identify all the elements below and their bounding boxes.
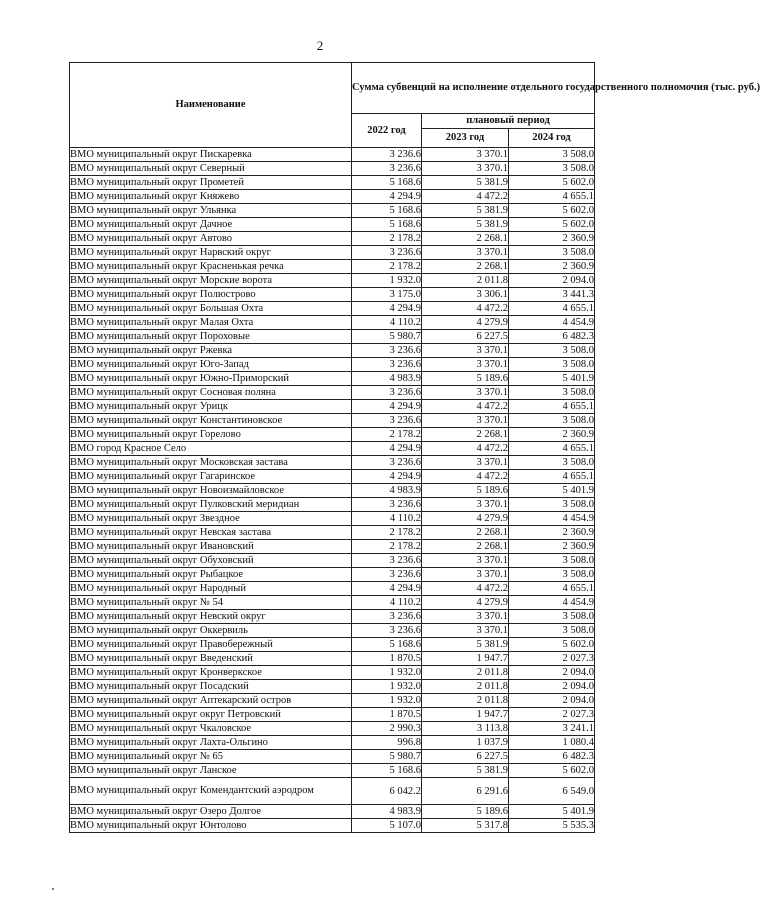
- row-name: ВМО муниципальный округ Правобережный: [70, 638, 352, 652]
- row-name: ВМО муниципальный округ Звездное: [70, 512, 352, 526]
- row-value-2024: 2 094.0: [509, 680, 595, 694]
- row-value-2024: 3 241.1: [509, 722, 595, 736]
- row-value-2023: 3 370.1: [422, 148, 509, 162]
- row-value-2024: 3 508.0: [509, 148, 595, 162]
- row-value-2023: 6 227.5: [422, 750, 509, 764]
- row-value-2023: 5 381.9: [422, 204, 509, 218]
- row-name: ВМО муниципальный округ Ланское: [70, 764, 352, 778]
- row-value-2023: 4 472.2: [422, 302, 509, 316]
- row-value-2024: 2 360.9: [509, 260, 595, 274]
- row-value-2022: 3 236.6: [352, 148, 422, 162]
- header-planning-period: плановый период: [422, 114, 595, 129]
- row-value-2024: 2 360.9: [509, 540, 595, 554]
- row-name: ВМО муниципальный округ Пулковский меридиан: [70, 498, 352, 512]
- row-name: ВМО муниципальный округ Обуховский: [70, 554, 352, 568]
- row-value-2022: 2 178.2: [352, 260, 422, 274]
- row-value-2024: 3 508.0: [509, 386, 595, 400]
- row-value-2023: 2 268.1: [422, 260, 509, 274]
- row-name: ВМО муниципальный округ Введенский: [70, 652, 352, 666]
- row-value-2023: 3 370.1: [422, 624, 509, 638]
- row-value-2024: 5 602.0: [509, 218, 595, 232]
- row-value-2023: 1 947.7: [422, 708, 509, 722]
- row-value-2022: 3 236.6: [352, 358, 422, 372]
- row-value-2023: 1 037.9: [422, 736, 509, 750]
- row-value-2024: 5 602.0: [509, 176, 595, 190]
- row-value-2022: 2 178.2: [352, 540, 422, 554]
- row-value-2022: 1 870.5: [352, 708, 422, 722]
- row-value-2022: 4 294.9: [352, 400, 422, 414]
- table-row: [70, 764, 595, 778]
- row-value-2023: 4 279.9: [422, 316, 509, 330]
- row-value-2023: 6 227.5: [422, 330, 509, 344]
- row-value-2022: 3 236.6: [352, 456, 422, 470]
- row-value-2022: 5 980.7: [352, 750, 422, 764]
- row-value-2023: 3 370.1: [422, 610, 509, 624]
- row-value-2023: 5 381.9: [422, 764, 509, 778]
- table-row: [70, 736, 595, 750]
- row-value-2024: 4 655.1: [509, 582, 595, 596]
- row-value-2023: 2 268.1: [422, 428, 509, 442]
- row-value-2024: 3 508.0: [509, 456, 595, 470]
- row-value-2022: 1 932.0: [352, 680, 422, 694]
- row-value-2024: 6 482.3: [509, 330, 595, 344]
- row-name: ВМО муниципальный округ Морские ворота: [70, 274, 352, 288]
- row-value-2024: 6 549.0: [509, 778, 595, 805]
- row-name: ВМО муниципальный округ Ивановский: [70, 540, 352, 554]
- row-value-2024: 4 655.1: [509, 442, 595, 456]
- row-value-2022: 4 294.9: [352, 442, 422, 456]
- table-row: [70, 288, 595, 302]
- table-row: [70, 666, 595, 680]
- row-value-2024: 3 508.0: [509, 568, 595, 582]
- table-row: [70, 484, 595, 498]
- row-value-2022: 3 236.6: [352, 414, 422, 428]
- row-value-2022: 3 236.6: [352, 624, 422, 638]
- row-value-2022: 5 168.6: [352, 204, 422, 218]
- row-value-2022: 4 110.2: [352, 316, 422, 330]
- table-row: [70, 624, 595, 638]
- row-name: ВМО муниципальный округ Полюстрово: [70, 288, 352, 302]
- table-row: [70, 819, 595, 833]
- row-value-2023: 2 268.1: [422, 232, 509, 246]
- row-value-2024: 4 655.1: [509, 190, 595, 204]
- row-name: ВМО муниципальный округ округ Петровский: [70, 708, 352, 722]
- table-row: [70, 680, 595, 694]
- table-row: [70, 554, 595, 568]
- row-name: ВМО муниципальный округ Пороховые: [70, 330, 352, 344]
- table-row: [70, 805, 595, 819]
- row-name: ВМО муниципальный округ Южно-Приморский: [70, 372, 352, 386]
- row-value-2023: 2 011.8: [422, 274, 509, 288]
- row-value-2024: 5 535.3: [509, 819, 595, 833]
- table-row: [70, 148, 595, 162]
- row-value-2024: 3 508.0: [509, 358, 595, 372]
- row-value-2022: 3 236.6: [352, 498, 422, 512]
- header-year-2024: 2024 год: [509, 129, 595, 148]
- row-name: ВМО муниципальный округ Дачное: [70, 218, 352, 232]
- row-value-2023: 3 370.1: [422, 358, 509, 372]
- row-name: ВМО муниципальный округ Нарвский округ: [70, 246, 352, 260]
- row-value-2023: 4 472.2: [422, 582, 509, 596]
- row-value-2022: 5 107.0: [352, 819, 422, 833]
- table-row: [70, 638, 595, 652]
- row-value-2022: 3 236.6: [352, 344, 422, 358]
- row-name: ВМО муниципальный округ Посадский: [70, 680, 352, 694]
- table-row: [70, 330, 595, 344]
- page-number: 2: [316, 38, 324, 53]
- row-name: ВМО муниципальный округ Озеро Долгое: [70, 805, 352, 819]
- subventions-table: [69, 62, 760, 833]
- row-value-2024: 5 602.0: [509, 764, 595, 778]
- row-name: ВМО муниципальный округ Невский округ: [70, 610, 352, 624]
- row-name: ВМО муниципальный округ № 54: [70, 596, 352, 610]
- row-value-2023: 4 279.9: [422, 596, 509, 610]
- row-value-2024: 3 508.0: [509, 246, 595, 260]
- table-row: [70, 246, 595, 260]
- row-value-2023: 4 472.2: [422, 470, 509, 484]
- row-value-2022: 5 168.6: [352, 176, 422, 190]
- row-name: ВМО муниципальный округ Северный: [70, 162, 352, 176]
- table-row: [70, 204, 595, 218]
- row-name: ВМО город Красное Село: [70, 442, 352, 456]
- table-row: [70, 456, 595, 470]
- row-value-2022: 3 236.6: [352, 610, 422, 624]
- row-value-2024: 6 482.3: [509, 750, 595, 764]
- row-value-2023: 4 472.2: [422, 190, 509, 204]
- table-row: [70, 540, 595, 554]
- row-name: ВМО муниципальный округ Автово: [70, 232, 352, 246]
- row-value-2022: 1 932.0: [352, 694, 422, 708]
- row-value-2024: 4 454.9: [509, 596, 595, 610]
- table-row: [70, 162, 595, 176]
- row-value-2024: 1 080.4: [509, 736, 595, 750]
- row-name: ВМО муниципальный округ Комендантский аэродром: [70, 778, 352, 805]
- table-row: [70, 498, 595, 512]
- row-name: ВМО муниципальный округ Ульянка: [70, 204, 352, 218]
- table-row: [70, 386, 595, 400]
- row-value-2022: 6 042.2: [352, 778, 422, 805]
- table-row: [70, 400, 595, 414]
- table-row: [70, 428, 595, 442]
- row-value-2024: 3 508.0: [509, 624, 595, 638]
- row-value-2022: 3 175.0: [352, 288, 422, 302]
- row-value-2022: 996.8: [352, 736, 422, 750]
- row-value-2022: 2 178.2: [352, 232, 422, 246]
- table-row: [70, 274, 595, 288]
- row-name: ВМО муниципальный округ Невская застава: [70, 526, 352, 540]
- row-value-2023: 5 381.9: [422, 176, 509, 190]
- row-name: ВМО муниципальный округ Урицк: [70, 400, 352, 414]
- row-value-2024: 5 401.9: [509, 805, 595, 819]
- row-value-2024: 2 360.9: [509, 428, 595, 442]
- table-row: [70, 176, 595, 190]
- row-value-2022: 4 294.9: [352, 470, 422, 484]
- table-row: [70, 442, 595, 456]
- row-value-2022: 3 236.6: [352, 386, 422, 400]
- row-value-2024: 2 360.9: [509, 526, 595, 540]
- row-value-2024: 3 508.0: [509, 610, 595, 624]
- row-value-2023: 5 189.6: [422, 805, 509, 819]
- table-row: [70, 750, 595, 764]
- row-value-2024: 2 094.0: [509, 666, 595, 680]
- row-value-2022: 1 870.5: [352, 652, 422, 666]
- table-row: [70, 722, 595, 736]
- table-row: [70, 582, 595, 596]
- row-name: ВМО муниципальный округ Новоизмайловское: [70, 484, 352, 498]
- table-row: [70, 512, 595, 526]
- row-value-2022: 1 932.0: [352, 666, 422, 680]
- row-value-2022: 5 980.7: [352, 330, 422, 344]
- row-value-2024: 5 401.9: [509, 372, 595, 386]
- table-row: [70, 610, 595, 624]
- table-row: [70, 694, 595, 708]
- table-row: [70, 344, 595, 358]
- row-value-2023: 6 291.6: [422, 778, 509, 805]
- table-row: [70, 316, 595, 330]
- row-value-2024: 3 508.0: [509, 344, 595, 358]
- table-row: [70, 358, 595, 372]
- row-value-2024: 5 602.0: [509, 638, 595, 652]
- row-value-2022: 3 236.6: [352, 246, 422, 260]
- row-value-2023: 2 268.1: [422, 526, 509, 540]
- row-value-2024: 5 602.0: [509, 204, 595, 218]
- table-row: [70, 708, 595, 722]
- row-name: ВМО муниципальный округ Красненькая речка: [70, 260, 352, 274]
- row-value-2023: 5 189.6: [422, 372, 509, 386]
- row-value-2022: 3 236.6: [352, 554, 422, 568]
- table-header: [70, 63, 760, 148]
- row-value-2022: 5 168.6: [352, 218, 422, 232]
- row-value-2023: 3 370.1: [422, 414, 509, 428]
- row-value-2024: 2 094.0: [509, 274, 595, 288]
- header-year-2023: 2023 год: [422, 129, 509, 148]
- row-name: ВМО муниципальный округ Пискаревка: [70, 148, 352, 162]
- row-name: ВМО муниципальный округ Большая Охта: [70, 302, 352, 316]
- row-value-2023: 5 317.8: [422, 819, 509, 833]
- table-row: [70, 190, 595, 204]
- row-value-2023: 3 370.1: [422, 162, 509, 176]
- row-name: ВМО муниципальный округ Юнтолово: [70, 819, 352, 833]
- row-value-2023: 3 370.1: [422, 344, 509, 358]
- row-name: ВМО муниципальный округ Кронверкское: [70, 666, 352, 680]
- row-name: ВМО муниципальный округ № 65: [70, 750, 352, 764]
- table-row: [70, 596, 595, 610]
- table-row: [70, 414, 595, 428]
- row-value-2022: 2 178.2: [352, 428, 422, 442]
- row-name: ВМО муниципальный округ Княжево: [70, 190, 352, 204]
- row-name: ВМО муниципальный округ Гагаринское: [70, 470, 352, 484]
- row-value-2024: 2 094.0: [509, 694, 595, 708]
- row-name: ВМО муниципальный округ Прометей: [70, 176, 352, 190]
- row-value-2023: 2 011.8: [422, 666, 509, 680]
- row-value-2023: 3 370.1: [422, 498, 509, 512]
- row-value-2024: 3 441.3: [509, 288, 595, 302]
- row-value-2022: 4 110.2: [352, 512, 422, 526]
- row-value-2022: 4 983.9: [352, 805, 422, 819]
- row-value-2024: 3 508.0: [509, 498, 595, 512]
- row-value-2024: 3 508.0: [509, 554, 595, 568]
- row-value-2023: 3 370.1: [422, 246, 509, 260]
- row-value-2023: 4 279.9: [422, 512, 509, 526]
- row-value-2024: 4 454.9: [509, 316, 595, 330]
- row-value-2023: 3 370.1: [422, 456, 509, 470]
- row-name: ВМО муниципальный округ Оккервиль: [70, 624, 352, 638]
- row-value-2023: 3 113.8: [422, 722, 509, 736]
- row-value-2024: 5 401.9: [509, 484, 595, 498]
- row-value-2024: 4 454.9: [509, 512, 595, 526]
- table-row: [70, 302, 595, 316]
- row-value-2024: 3 508.0: [509, 414, 595, 428]
- row-value-2024: 4 655.1: [509, 302, 595, 316]
- row-value-2023: 3 370.1: [422, 386, 509, 400]
- row-name: ВМО муниципальный округ Лахта-Ольгино: [70, 736, 352, 750]
- table-body: [70, 148, 595, 833]
- table-row: [70, 652, 595, 666]
- row-value-2022: 3 236.6: [352, 568, 422, 582]
- row-value-2022: 4 294.9: [352, 302, 422, 316]
- table-row: [70, 568, 595, 582]
- row-value-2024: 3 508.0: [509, 162, 595, 176]
- table-row: [70, 526, 595, 540]
- row-value-2022: 2 990.3: [352, 722, 422, 736]
- row-value-2023: 4 472.2: [422, 400, 509, 414]
- header-year-2022: 2022 год: [352, 114, 422, 148]
- scan-speck: [52, 888, 54, 890]
- row-value-2024: 2 360.9: [509, 232, 595, 246]
- row-value-2022: 4 110.2: [352, 596, 422, 610]
- row-name: ВМО муниципальный округ Чкаловское: [70, 722, 352, 736]
- table-row: [70, 470, 595, 484]
- row-value-2023: 1 947.7: [422, 652, 509, 666]
- row-value-2024: 2 027.3: [509, 652, 595, 666]
- row-value-2024: 2 027.3: [509, 708, 595, 722]
- row-name: ВМО муниципальный округ Московская застава: [70, 456, 352, 470]
- row-name: ВМО муниципальный округ Константиновское: [70, 414, 352, 428]
- row-value-2023: 2 268.1: [422, 540, 509, 554]
- row-value-2023: 3 370.1: [422, 554, 509, 568]
- row-value-2023: 5 381.9: [422, 218, 509, 232]
- row-name: ВМО муниципальный округ Рыбацкое: [70, 568, 352, 582]
- row-value-2022: 5 168.6: [352, 764, 422, 778]
- header-amount: Сумма субвенций на исполнение отдельного государственного полномочия (тыс. руб.): [352, 63, 595, 114]
- row-value-2022: 1 932.0: [352, 274, 422, 288]
- row-value-2024: 4 655.1: [509, 470, 595, 484]
- row-value-2023: 3 306.1: [422, 288, 509, 302]
- row-value-2023: 3 370.1: [422, 568, 509, 582]
- row-value-2022: 4 294.9: [352, 582, 422, 596]
- row-value-2023: 5 381.9: [422, 638, 509, 652]
- row-name: ВМО муниципальный округ Горелово: [70, 428, 352, 442]
- row-value-2022: 5 168.6: [352, 638, 422, 652]
- row-value-2022: 4 294.9: [352, 190, 422, 204]
- table-row: [70, 232, 595, 246]
- row-name: ВМО муниципальный округ Аптекарский остров: [70, 694, 352, 708]
- row-value-2023: 2 011.8: [422, 694, 509, 708]
- row-value-2022: 2 178.2: [352, 526, 422, 540]
- row-name: ВМО муниципальный округ Юго-Запад: [70, 358, 352, 372]
- table-row: [70, 778, 595, 805]
- row-value-2022: 4 983.9: [352, 484, 422, 498]
- row-value-2023: 4 472.2: [422, 442, 509, 456]
- row-value-2022: 4 983.9: [352, 372, 422, 386]
- row-name: ВМО муниципальный округ Сосновая поляна: [70, 386, 352, 400]
- table-row: [70, 218, 595, 232]
- table-row: [70, 260, 595, 274]
- row-name: ВМО муниципальный округ Народный: [70, 582, 352, 596]
- header-name: Наименование: [70, 63, 352, 148]
- row-value-2022: 3 236.6: [352, 162, 422, 176]
- row-value-2023: 5 189.6: [422, 484, 509, 498]
- row-name: ВМО муниципальный округ Ржевка: [70, 344, 352, 358]
- table-row: [70, 372, 595, 386]
- row-name: ВМО муниципальный округ Малая Охта: [70, 316, 352, 330]
- row-value-2024: 4 655.1: [509, 400, 595, 414]
- row-value-2023: 2 011.8: [422, 680, 509, 694]
